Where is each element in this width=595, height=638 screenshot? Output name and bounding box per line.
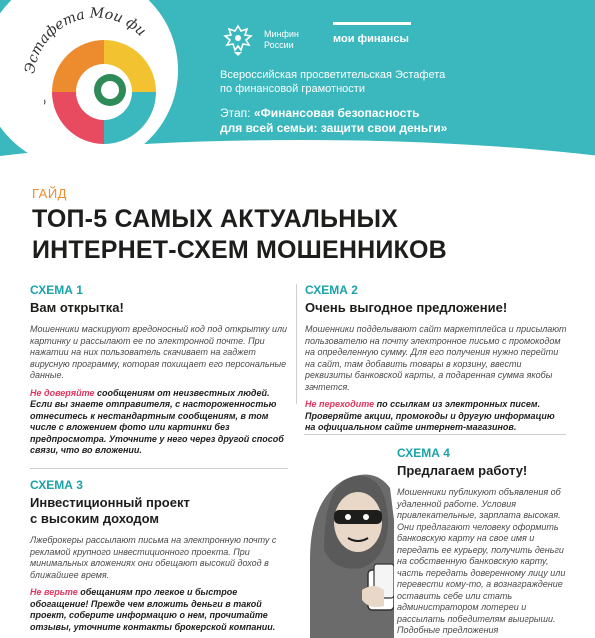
divider-vertical	[296, 284, 297, 404]
scheme-label: СХЕМА 2	[305, 283, 358, 297]
title-line2: ИНТЕРНЕТ-СХЕМ МОШЕННИКОВ	[32, 236, 447, 264]
scheme-description: Мошенники маскируют вредоносный код под открытку или картинку и рассылают ее по электронной почте. При нажатии на них пользователь скачивает на гаджет вирусную программу, которая похищает его персональные данные.	[30, 324, 288, 380]
stage-label: Этап:	[220, 106, 254, 120]
scheme-description: Мошенники публикуют объявления об удаленной работе. Условия привлекательные, зарплата высокая. Они предлагают человеку оформить банковскую карту на свое имя и передать ее курьеру, получить деньги на собственную банковскую карту, часть передать доверенному лицу или перевести кому-то, а вознаграждение оставить себе или стать администратором лотереи и рассылать победителям выигрыши. Подобные предложения	[397, 487, 566, 635]
scheme-warning: Не верьте	[30, 587, 78, 597]
scheme-description: Мошенники подделывают сайт маркетплейса и присылают пользователю на почту электронное письмо с промокодом на определенную сумму. Для его получения нужно перейти на сайт, там добавить товары в корзину, ввести реквизиты банковской карты, а подаренная сумма якобы зачтется.	[305, 324, 567, 392]
scheme-description: Лжеброкеры рассылают письма на электронную почту с рекламой крупного инвестиционного проекта. При минимальных вложениях они обещают высокий доход в ближайшее время.	[30, 535, 277, 580]
scheme-heading	[30, 495, 290, 527]
scheme-advice	[30, 388, 290, 457]
relay-logo-badge	[0, 0, 178, 168]
org-line1: Всероссийская просветительская Эстафета	[220, 69, 446, 81]
page-title	[32, 204, 447, 266]
scheme-advice-text: по ссылкам из электронных писем. Проверяйте акции, промокоды и другую информацию на официальном сайте интернет-магазинов.	[305, 399, 555, 432]
minfin-logo	[220, 22, 299, 58]
scheme-advice-text: сообщениям от неизвестных людей. Если вы знаете отправителя, с настороженностью отнеситесь к нестандартным сообщениям, в том числе с вложением фото или картинки без предпросмотра. Уточните у него через другой способ связи, что во вложении.	[30, 387, 284, 455]
scheme-advice-text: обещаниям про легкое и быстрое обогащение! Прежде чем вложить деньги в такой проект, соберите информацию о нем, прочитайте отзывы, уточните контакты брокерской компании.	[30, 587, 276, 632]
scheme-warning: Не доверяйте	[30, 387, 95, 398]
scheme-label: СХЕМА 4	[397, 446, 450, 460]
brand-name: мои финансы	[333, 33, 409, 45]
eagle-emblem-icon	[220, 22, 256, 58]
scheme-warning: Не переходите	[305, 399, 375, 409]
moi-finansy-brand	[333, 22, 411, 45]
brand-bar	[333, 22, 411, 25]
scheme-heading: Вам открытка!	[30, 300, 124, 315]
scheme-card-2	[305, 283, 567, 434]
org-line2: по финансовой грамотности	[220, 83, 365, 95]
scheme-heading: Предлагаем работу!	[397, 463, 528, 478]
divider-horizontal-right	[304, 434, 566, 435]
scheme-heading: Очень выгодное предложение!	[305, 300, 508, 315]
scheme-heading-line2: с высоким доходом	[30, 511, 160, 526]
scheme-card-4	[397, 446, 567, 637]
divider-horizontal-left	[30, 468, 288, 469]
scheme-card-1	[30, 283, 290, 457]
minfin-line2: России	[264, 40, 294, 50]
scheme-advice	[305, 399, 567, 434]
scheme-heading-line1: Инвестиционный проект	[30, 495, 190, 510]
scheme-label: СХЕМА 3	[30, 478, 83, 492]
scammer-illustration	[304, 440, 394, 638]
scheme-card-3	[30, 478, 290, 633]
stage-title-line2: для всей семьи: защити свои деньги»	[220, 121, 448, 135]
stage-description	[220, 106, 447, 136]
org-description	[220, 68, 445, 96]
guide-label: ГАЙД	[32, 186, 67, 201]
title-line1: ТОП-5 САМЫХ АКТУАЛЬНЫХ	[32, 205, 398, 233]
minfin-line1: Минфин	[264, 29, 299, 39]
scheme-advice	[30, 587, 290, 633]
coin-logo-icon	[44, 32, 164, 152]
stage-title-line1: «Финансовая безопасность	[253, 106, 420, 120]
scheme-label: СХЕМА 1	[30, 283, 83, 297]
relay-logo-arc-text: Эстафета Мои фи	[22, 5, 150, 75]
